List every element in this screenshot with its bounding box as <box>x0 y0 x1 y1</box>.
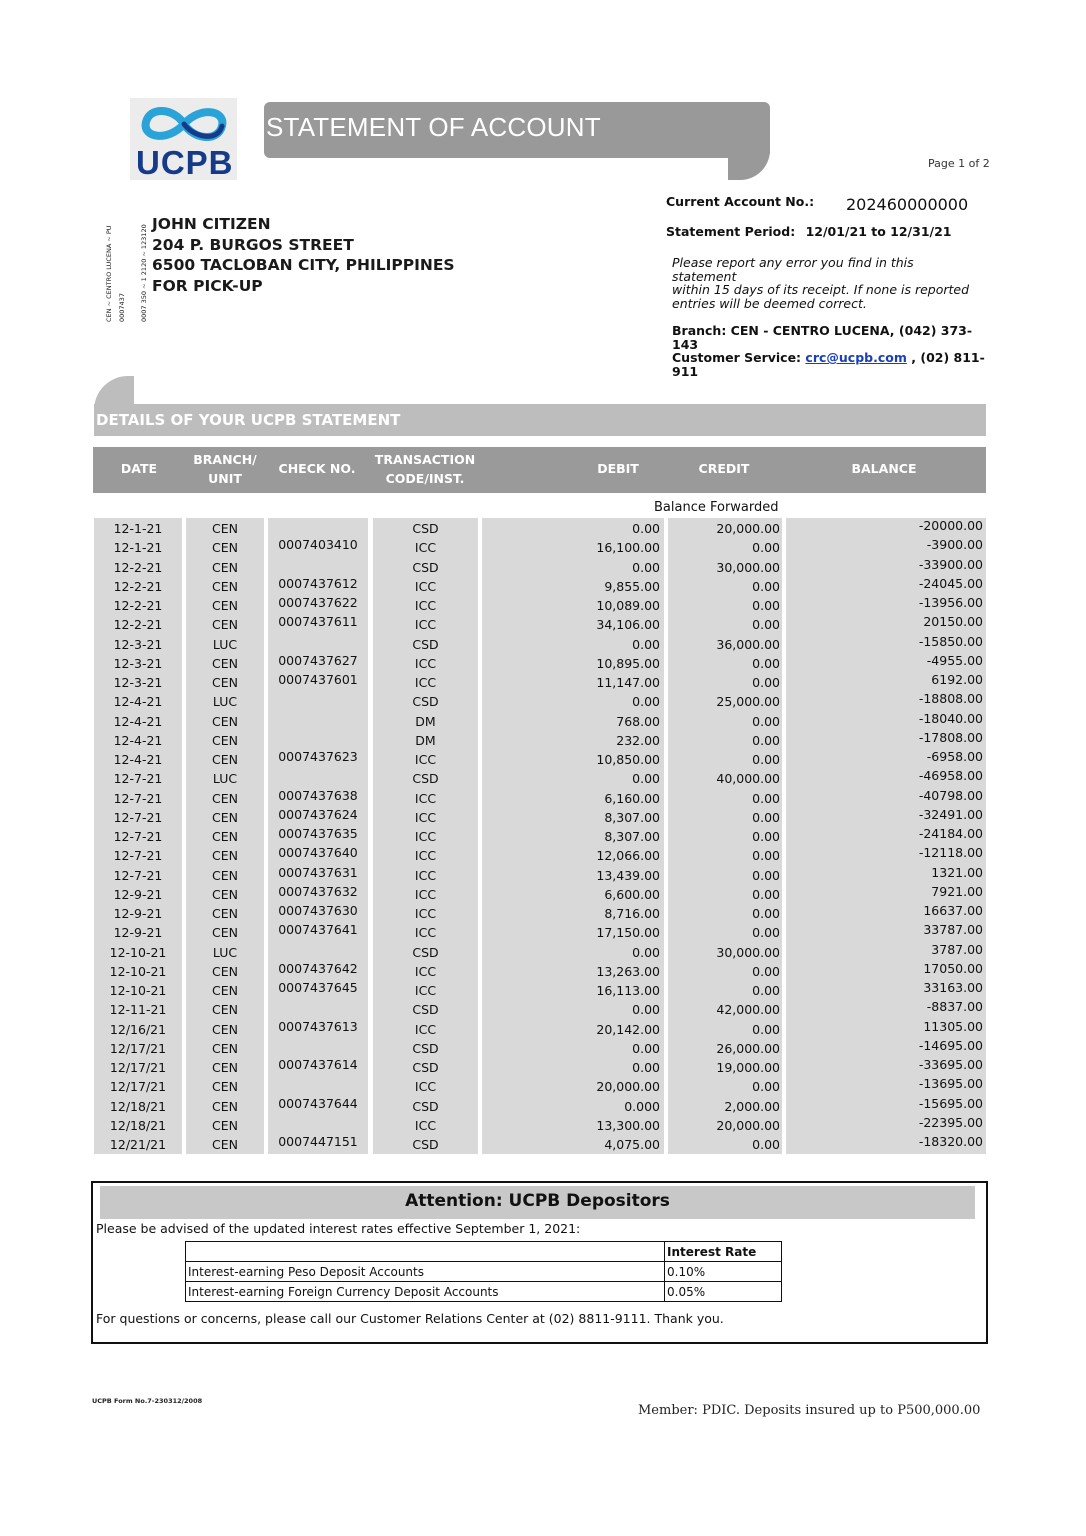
header-code <box>369 450 481 488</box>
cell-code: ICC <box>414 790 437 806</box>
cell-debit: 8,307.00 <box>604 829 660 844</box>
cell-branch: CEN <box>212 540 238 556</box>
account-number: 202460000000 <box>846 195 969 214</box>
cell-check-no: 0007437638 <box>278 787 358 803</box>
cell-balance: -6958.00 <box>926 749 983 764</box>
rate-label: Interest-earning Peso Deposit Accounts <box>186 1262 665 1282</box>
cell-code: ICC <box>414 848 437 864</box>
customer-street: 204 P. BURGOS STREET <box>152 235 354 254</box>
cell-credit: 0.00 <box>752 790 780 806</box>
cell-code: ICC <box>414 1021 437 1037</box>
cell-code: CSD <box>412 1137 439 1152</box>
rate-value: 0.05% <box>665 1282 782 1302</box>
cell-code: CSD <box>412 1098 439 1114</box>
cell-balance: 33163.00 <box>923 980 983 995</box>
cell-debit: 11,147.00 <box>596 675 660 690</box>
cell-code: ICC <box>414 752 437 767</box>
cell-check-no: 0007437630 <box>278 903 358 918</box>
cell-code: DM <box>415 713 436 729</box>
cell-code: ICC <box>414 540 437 556</box>
cell-code: ICC <box>414 617 437 633</box>
cell-balance: -13956.00 <box>918 595 983 610</box>
cell-code: ICC <box>414 983 437 998</box>
service-phone-cont: 911 <box>672 363 699 379</box>
cell-balance: -12118.00 <box>918 845 983 861</box>
account-label: Current Account No.: <box>666 194 815 209</box>
cell-date: 12/21/21 <box>109 1137 167 1152</box>
cell-date: 12-7-21 <box>113 771 163 787</box>
cell-debit: 0.00 <box>632 771 660 787</box>
rate-value: 0.10% <box>665 1262 782 1282</box>
cell-balance: -15850.00 <box>918 633 983 649</box>
cell-check-no: 0007437623 <box>278 749 358 764</box>
cell-debit: 17,150.00 <box>596 925 660 941</box>
cell-branch: CEN <box>212 617 238 633</box>
cell-date: 12-9-21 <box>113 886 163 902</box>
cell-branch: CEN <box>212 963 238 979</box>
cell-debit: 13,263.00 <box>596 963 660 979</box>
cell-check-no: 0007437614 <box>278 1057 358 1072</box>
cell-code: ICC <box>414 1117 437 1133</box>
cell-branch: CEN <box>212 1117 238 1133</box>
cell-credit: 25,000.00 <box>716 694 780 710</box>
cell-debit: 8,307.00 <box>604 809 660 825</box>
interest-rate-table <box>185 1241 782 1302</box>
cell-code: CSD <box>412 1002 439 1018</box>
cell-branch: CEN <box>212 655 238 671</box>
cell-debit: 10,089.00 <box>596 598 660 613</box>
cell-credit: 0.00 <box>752 1021 780 1037</box>
cell-check-no: 0007437611 <box>278 614 358 630</box>
rate-row <box>186 1282 782 1302</box>
cell-credit: 26,000.00 <box>716 1040 780 1056</box>
cell-credit: 0.00 <box>752 752 780 767</box>
cell-date: 12-7-21 <box>113 809 163 825</box>
cell-credit: 0.00 <box>752 867 780 883</box>
cell-credit: 0.00 <box>752 1137 780 1152</box>
cell-date: 12/18/21 <box>109 1098 167 1114</box>
cell-credit: 30,000.00 <box>716 944 780 960</box>
cell-date: 12-4-21 <box>113 694 163 710</box>
cell-code: ICC <box>414 906 437 921</box>
pdic-member-note: Member: PDIC. Deposits insured up to P500,000.00 <box>638 1403 981 1418</box>
service-email-link[interactable]: crc@ucpb.com <box>805 350 907 365</box>
cell-branch: CEN <box>212 1021 238 1037</box>
cell-debit: 0.00 <box>632 521 660 536</box>
cell-code: ICC <box>414 809 437 825</box>
cell-code: CSD <box>412 694 439 710</box>
cell-balance: 3787.00 <box>931 941 983 957</box>
cell-branch: LUC <box>212 694 238 710</box>
cell-credit: 0.00 <box>752 598 780 613</box>
cell-check-no: 0007437640 <box>278 845 358 861</box>
header-date: DATE <box>120 461 158 476</box>
cell-debit: 13,300.00 <box>596 1117 660 1133</box>
cell-code: CSD <box>412 636 439 652</box>
cell-balance: -18040.00 <box>918 710 983 726</box>
cell-code: CSD <box>412 559 439 575</box>
cell-balance: -13695.00 <box>918 1076 983 1092</box>
cell-balance: -24045.00 <box>918 575 983 591</box>
cell-date: 12/18/21 <box>109 1117 167 1133</box>
side-code-2: 0007437 <box>118 293 126 322</box>
cell-credit: 0.00 <box>752 809 780 825</box>
balance-forwarded: Balance Forwarded <box>654 500 779 515</box>
cell-date: 12-4-21 <box>113 732 163 748</box>
cell-balance: -17808.00 <box>918 729 983 745</box>
cell-check-no: 0007437612 <box>278 575 358 591</box>
period-label: Statement Period: <box>666 224 796 239</box>
cell-code: ICC <box>414 655 437 671</box>
cell-date: 12-2-21 <box>113 559 163 575</box>
cell-branch: CEN <box>212 1137 238 1152</box>
cell-date: 12-2-21 <box>113 617 163 633</box>
cell-code: ICC <box>414 925 437 941</box>
cell-credit: 0.00 <box>752 983 780 998</box>
notice-line: statement <box>672 268 737 284</box>
cell-date: 12-2-21 <box>113 598 163 613</box>
cell-date: 12-9-21 <box>113 925 163 941</box>
account-label-block <box>666 194 814 209</box>
cell-credit: 0.00 <box>752 963 780 979</box>
cell-branch: CEN <box>212 1002 238 1018</box>
cell-date: 12/17/21 <box>109 1040 167 1056</box>
cell-check-no: 0007403410 <box>278 537 358 553</box>
logo-text: UCPB <box>136 144 234 181</box>
rate-label: Interest-earning Foreign Currency Deposit Accounts <box>186 1282 665 1302</box>
customer-name: JOHN CITIZEN <box>152 215 271 233</box>
ucpb-logo <box>130 98 237 180</box>
cell-code: ICC <box>414 1079 437 1095</box>
cell-branch: CEN <box>212 559 238 575</box>
cell-branch: CEN <box>212 1079 238 1095</box>
cell-date: 12-3-21 <box>113 675 163 690</box>
cell-credit: 0.00 <box>752 886 780 902</box>
cell-date: 12-4-21 <box>113 752 163 767</box>
page-title: STATEMENT OF ACCOUNT <box>266 112 601 142</box>
table-header <box>93 447 986 493</box>
cell-branch: CEN <box>212 1040 238 1056</box>
cell-branch: CEN <box>212 1060 238 1075</box>
cell-credit: 0.00 <box>752 848 780 864</box>
cell-date: 12-3-21 <box>113 636 163 652</box>
cell-credit: 0.00 <box>752 1079 780 1095</box>
cell-balance: 7921.00 <box>931 883 983 899</box>
cell-date: 12-7-21 <box>113 790 163 806</box>
header-code-line: TRANSACTION <box>374 452 476 467</box>
cell-date: 12-2-21 <box>113 578 163 594</box>
rate-row <box>186 1262 782 1282</box>
cell-debit: 0.00 <box>632 559 660 575</box>
cell-debit: 768.00 <box>616 713 660 729</box>
cell-branch: CEN <box>212 1098 238 1114</box>
cell-code: ICC <box>414 829 437 844</box>
cell-check-no: 0007437622 <box>278 595 358 610</box>
cell-credit: 20,000.00 <box>716 521 780 536</box>
cell-date: 12-7-21 <box>113 848 163 864</box>
cell-check-no: 0007437635 <box>278 826 358 841</box>
cell-balance: -46958.00 <box>918 768 983 784</box>
cell-code: ICC <box>414 886 437 902</box>
cell-branch: CEN <box>212 675 238 690</box>
header-branch-line: BRANCH/ <box>193 452 257 467</box>
cell-check-no: 0007447151 <box>278 1134 358 1149</box>
cell-code: CSD <box>412 1040 439 1056</box>
cell-credit: 19,000.00 <box>716 1060 780 1075</box>
cell-check-no: 0007437627 <box>278 652 358 668</box>
customer-service-line <box>672 351 992 365</box>
cell-branch: CEN <box>212 829 238 844</box>
cell-date: 12-7-21 <box>113 829 163 844</box>
cell-date: 12/17/21 <box>109 1060 167 1075</box>
cell-branch: CEN <box>212 578 238 594</box>
cell-debit: 0.00 <box>632 636 660 652</box>
cell-debit: 8,716.00 <box>604 906 660 921</box>
cell-credit: 40,000.00 <box>716 771 780 787</box>
page-number: Page 1 of 2 <box>928 157 990 170</box>
cell-credit: 0.00 <box>752 675 780 690</box>
header-check: CHECK NO. <box>278 461 356 476</box>
cell-debit: 0.00 <box>632 694 660 710</box>
cell-balance: 17050.00 <box>923 960 983 976</box>
notice-line: within 15 days of its receipt. If none is reported <box>672 282 970 297</box>
cell-balance: 6192.00 <box>931 672 983 687</box>
cell-date: 12-11-21 <box>109 1002 167 1018</box>
rate-header-row <box>186 1242 782 1262</box>
cell-debit: 6,160.00 <box>604 790 660 806</box>
cell-branch: LUC <box>212 636 238 652</box>
cell-branch: CEN <box>212 886 238 902</box>
attention-title: Attention: UCPB Depositors <box>405 1191 670 1211</box>
cell-branch: CEN <box>212 790 238 806</box>
cell-balance: -40798.00 <box>918 787 983 803</box>
cell-balance: 11305.00 <box>923 1018 983 1034</box>
cell-code: CSD <box>412 944 439 960</box>
cell-balance: -14695.00 <box>918 1037 983 1053</box>
rate-header-blank <box>186 1242 665 1262</box>
cell-debit: 232.00 <box>616 732 660 748</box>
cell-debit: 20,142.00 <box>596 1021 660 1037</box>
cell-branch: CEN <box>212 732 238 748</box>
cell-check-no: 0007437631 <box>278 864 358 880</box>
cell-check-no: 0007437624 <box>278 806 358 822</box>
cell-code: CSD <box>412 1060 439 1075</box>
cell-code: DM <box>415 732 436 748</box>
cell-debit: 20,000.00 <box>596 1079 660 1095</box>
cell-credit: 0.00 <box>752 578 780 594</box>
cell-branch: CEN <box>212 906 238 921</box>
cell-credit: 30,000.00 <box>716 559 780 575</box>
rate-header: Interest Rate <box>665 1242 782 1262</box>
cell-branch: CEN <box>212 521 238 536</box>
cell-credit: 2,000.00 <box>724 1098 780 1114</box>
cell-date: 12-1-21 <box>113 521 163 536</box>
cell-balance: -20000.00 <box>918 518 983 533</box>
cell-debit: 0.000 <box>624 1098 660 1114</box>
cell-balance: -8837.00 <box>926 999 983 1015</box>
cell-code: ICC <box>414 598 437 613</box>
cell-branch: CEN <box>212 809 238 825</box>
cell-check-no: 0007437644 <box>278 1095 358 1111</box>
cell-date: 12-9-21 <box>113 906 163 921</box>
cell-check-no: 0007437641 <box>278 922 358 938</box>
infinity-logo-icon <box>138 102 230 148</box>
cell-credit: 0.00 <box>752 617 780 633</box>
delivery-method: FOR PICK-UP <box>152 276 263 295</box>
cell-balance: -18320.00 <box>918 1134 983 1149</box>
attention-closing: For questions or concerns, please call our Customer Relations Center at (02) 8811-9111. Thank you. <box>96 1311 724 1326</box>
cell-credit: 42,000.00 <box>716 1002 780 1018</box>
statement-period <box>666 224 951 239</box>
error-notice <box>672 256 992 310</box>
cell-check-no: 0007437645 <box>278 980 358 995</box>
cell-debit: 34,106.00 <box>596 617 660 633</box>
cell-credit: 0.00 <box>752 540 780 556</box>
cell-date: 12/16/21 <box>109 1021 167 1037</box>
side-code-1: CEN ~ CENTRO LUCENA ~ PU <box>105 225 113 322</box>
attention-intro: Please be advised of the updated interest rates effective September 1, 2021: <box>96 1221 581 1236</box>
cell-date: 12-10-21 <box>109 983 167 998</box>
header-debit: DEBIT <box>597 461 639 476</box>
cell-check-no: 0007437613 <box>278 1018 358 1034</box>
cell-credit: 0.00 <box>752 829 780 844</box>
cell-branch: CEN <box>212 598 238 613</box>
form-number: UCPB Form No.7-230312/2008 <box>92 1397 203 1405</box>
service-phone: , (02) 811- <box>911 350 985 365</box>
cell-credit: 36,000.00 <box>716 636 780 652</box>
service-label: Customer Service: <box>672 350 802 365</box>
notice-line: Please report any error you find in this <box>672 255 914 270</box>
cell-branch: CEN <box>212 752 238 767</box>
cell-balance: 1321.00 <box>931 864 983 880</box>
side-code-3: 0007 350 ~ 1 2120 ~ 123120 <box>140 224 148 322</box>
cell-balance: -22395.00 <box>918 1114 983 1130</box>
cell-debit: 13,439.00 <box>596 867 660 883</box>
cell-check-no: 0007437632 <box>278 883 358 899</box>
cell-date: 12/17/21 <box>109 1079 167 1095</box>
cell-balance: 20150.00 <box>923 614 983 630</box>
cell-check-no: 0007437601 <box>278 672 358 687</box>
cell-date: 12-7-21 <box>113 867 163 883</box>
cell-balance: -4955.00 <box>926 652 983 668</box>
cell-credit: 0.00 <box>752 655 780 671</box>
cell-debit: 4,075.00 <box>604 1137 660 1152</box>
cell-branch: CEN <box>212 983 238 998</box>
cell-balance: -32491.00 <box>918 806 983 822</box>
cell-debit: 0.00 <box>632 1040 660 1056</box>
branch-info <box>672 324 992 378</box>
cell-date: 12-10-21 <box>109 963 167 979</box>
header-credit: CREDIT <box>698 461 750 476</box>
header-branch-line: UNIT <box>208 471 242 486</box>
cell-date: 12-3-21 <box>113 655 163 671</box>
header-branch <box>185 450 265 488</box>
cell-date: 12-4-21 <box>113 713 163 729</box>
cell-credit: 0.00 <box>752 925 780 941</box>
cell-debit: 12,066.00 <box>596 848 660 864</box>
cell-code: ICC <box>414 578 437 594</box>
customer-city: 6500 TACLOBAN CITY, PHILIPPINES <box>152 256 455 274</box>
cell-branch: LUC <box>212 771 238 787</box>
cell-branch: CEN <box>212 925 238 941</box>
cell-debit: 16,100.00 <box>596 540 660 556</box>
cell-debit: 0.00 <box>632 944 660 960</box>
header-balance: BALANCE <box>851 461 917 476</box>
cell-debit: 0.00 <box>632 1002 660 1018</box>
cell-branch: LUC <box>212 944 238 960</box>
cell-code: ICC <box>414 675 437 690</box>
cell-balance: -3900.00 <box>926 537 983 553</box>
cell-balance: 33787.00 <box>923 922 983 938</box>
cell-code: ICC <box>414 963 437 979</box>
branch-line: Branch: CEN - CENTRO LUCENA, (042) 373-143 <box>672 323 973 352</box>
cell-balance: -33900.00 <box>918 556 983 572</box>
cell-balance: -24184.00 <box>918 826 983 841</box>
cell-check-no: 0007437642 <box>278 960 358 976</box>
cell-debit: 10,850.00 <box>596 752 660 767</box>
cell-code: CSD <box>412 521 439 536</box>
cell-branch: CEN <box>212 848 238 864</box>
cell-balance: -33695.00 <box>918 1057 983 1072</box>
cell-debit: 16,113.00 <box>596 983 660 998</box>
cell-date: 12-10-21 <box>109 944 167 960</box>
cell-balance: 16637.00 <box>923 903 983 918</box>
cell-debit: 0.00 <box>632 1060 660 1075</box>
cell-code: ICC <box>414 867 437 883</box>
cell-debit: 10,895.00 <box>596 655 660 671</box>
cell-debit: 9,855.00 <box>604 578 660 594</box>
cell-balance: -18808.00 <box>918 691 983 707</box>
cell-credit: 0.00 <box>752 713 780 729</box>
cell-balance: -15695.00 <box>918 1095 983 1111</box>
customer-address <box>152 214 455 296</box>
notice-line: entries will be deemed correct. <box>672 295 867 311</box>
cell-credit: 0.00 <box>752 732 780 748</box>
cell-credit: 0.00 <box>752 906 780 921</box>
cell-debit: 6,600.00 <box>604 886 660 902</box>
details-title: DETAILS OF YOUR UCPB STATEMENT <box>96 411 401 429</box>
header-code-line: CODE/INST. <box>385 471 465 486</box>
cell-branch: CEN <box>212 867 238 883</box>
cell-credit: 20,000.00 <box>716 1117 780 1133</box>
period-value: 12/01/21 to 12/31/21 <box>805 224 952 239</box>
cell-branch: CEN <box>212 713 238 729</box>
cell-code: CSD <box>412 771 439 787</box>
cell-date: 12-1-21 <box>113 540 163 556</box>
